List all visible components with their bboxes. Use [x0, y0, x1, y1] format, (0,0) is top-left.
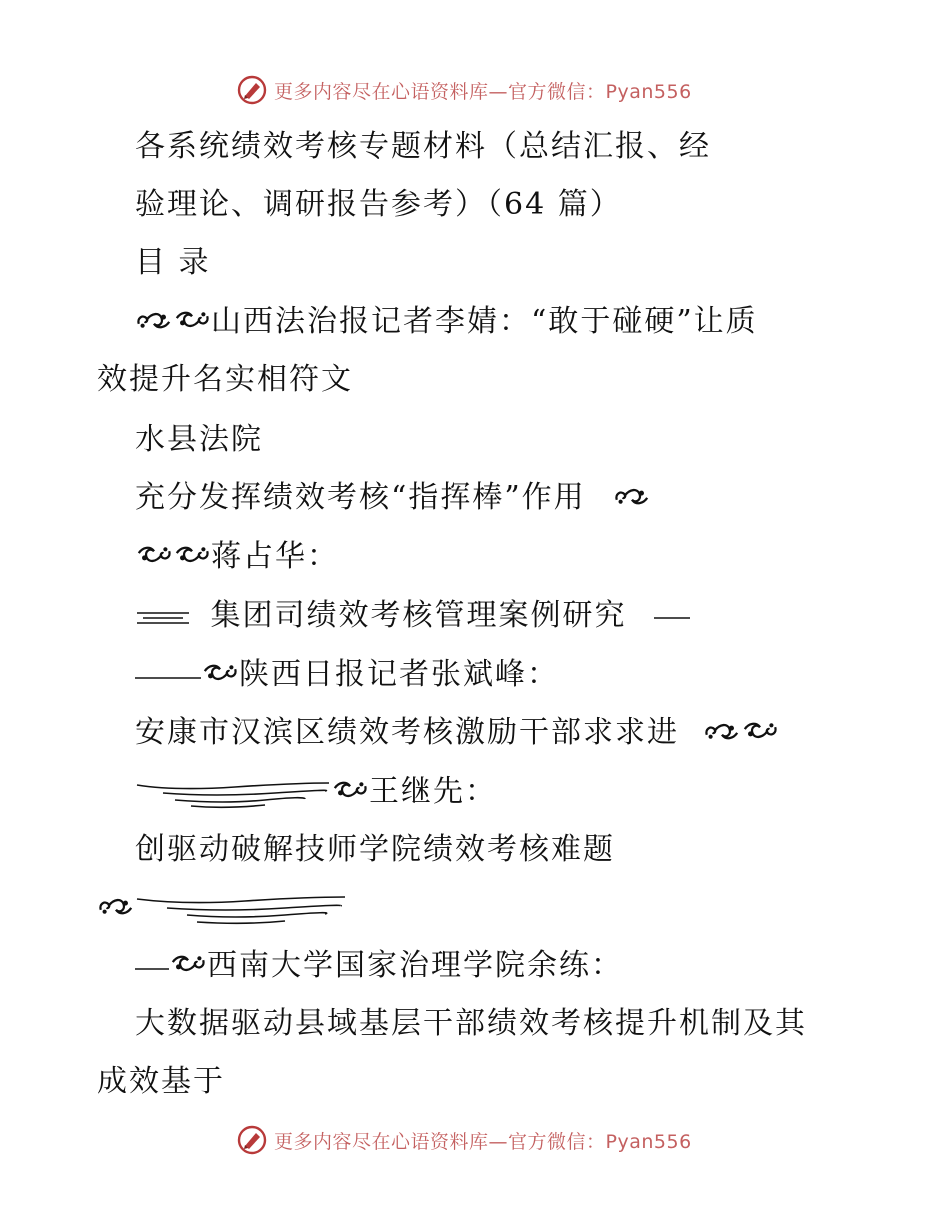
watermark-header [236, 73, 692, 107]
toc-text-15: 大数据驱动县域基层干部绩效考核提升机制及其 [135, 1006, 807, 1041]
fleuron-icon [703, 719, 741, 743]
toc-line-6 [135, 420, 263, 460]
toc-text-9: 集团司绩效考核管理案例研究 [210, 598, 627, 633]
toc-text-10: 陕西日报记者张斌峰： [239, 657, 559, 692]
wave-rule-icon [135, 773, 331, 813]
pen-logo-icon [236, 1124, 268, 1156]
toc-text-7: 充分发挥绩效考核“指挥棒”作用 [135, 480, 586, 515]
title-text-1: 各系统绩效考核专题材料（总结汇报、经 [135, 129, 711, 164]
fleuron-icon [741, 719, 779, 743]
toc-text-4: 山西法治报记者李婧：“敢于碰硬”让质 [211, 304, 758, 339]
toc-line-7 [135, 478, 651, 518]
toc-line-4 [135, 302, 758, 342]
toc-line-10 [135, 655, 559, 695]
toc-ornament-line [97, 888, 347, 928]
toc-text-5: 效提升名实相符文 [97, 362, 353, 397]
watermark-footer [236, 1123, 692, 1157]
wave-rule-icon [135, 889, 347, 929]
fleuron-icon [173, 308, 211, 332]
fleuron-icon [201, 661, 239, 685]
dash-ornament-icon [652, 597, 692, 637]
toc-heading-text: 目 录 [135, 245, 211, 280]
fleuron-icon [331, 778, 369, 802]
fleuron-icon [169, 952, 207, 976]
toc-line-16 [97, 1062, 225, 1102]
toc-line-5 [97, 360, 353, 400]
toc-text-6: 水县法院 [135, 422, 263, 457]
toc-text-11: 安康市汉滨区绩效考核激励干部求求进 [135, 715, 679, 750]
toc-line-13 [135, 830, 615, 870]
toc-text-14: 西南大学国家治理学院余练： [207, 948, 623, 983]
toc-text-16: 成效基于 [97, 1064, 225, 1099]
toc-line-12 [135, 772, 497, 812]
watermark-text: 更多内容尽在心语资料库—官方微信：Pyan556 [274, 80, 692, 103]
doc-title-line-2 [135, 185, 622, 225]
watermark-text: 更多内容尽在心语资料库—官方微信：Pyan556 [274, 1130, 692, 1153]
toc-text-8: 蒋占华： [211, 539, 339, 574]
fleuron-icon [97, 894, 135, 918]
fleuron-icon [173, 543, 211, 567]
toc-text-13: 创驱动破解技师学院绩效考核难题 [135, 832, 615, 867]
pen-logo-icon [236, 74, 268, 106]
toc-heading [135, 243, 211, 283]
toc-line-14 [135, 946, 623, 986]
toc-line-15 [135, 1004, 807, 1044]
toc-line-9 [135, 596, 692, 636]
toc-text-12: 王继先： [369, 774, 497, 809]
fleuron-icon [613, 484, 651, 508]
fleuron-icon [135, 308, 173, 332]
toc-line-11 [135, 713, 779, 753]
rule-ornament-icon [135, 597, 191, 637]
doc-title-line-1 [135, 127, 711, 167]
fleuron-icon [135, 543, 173, 567]
toc-line-8 [135, 537, 339, 577]
title-text-2: 验理论、调研报告参考）（64 篇） [135, 187, 622, 222]
dash-ornament-icon [135, 656, 201, 696]
dash-ornament-icon [135, 947, 169, 987]
